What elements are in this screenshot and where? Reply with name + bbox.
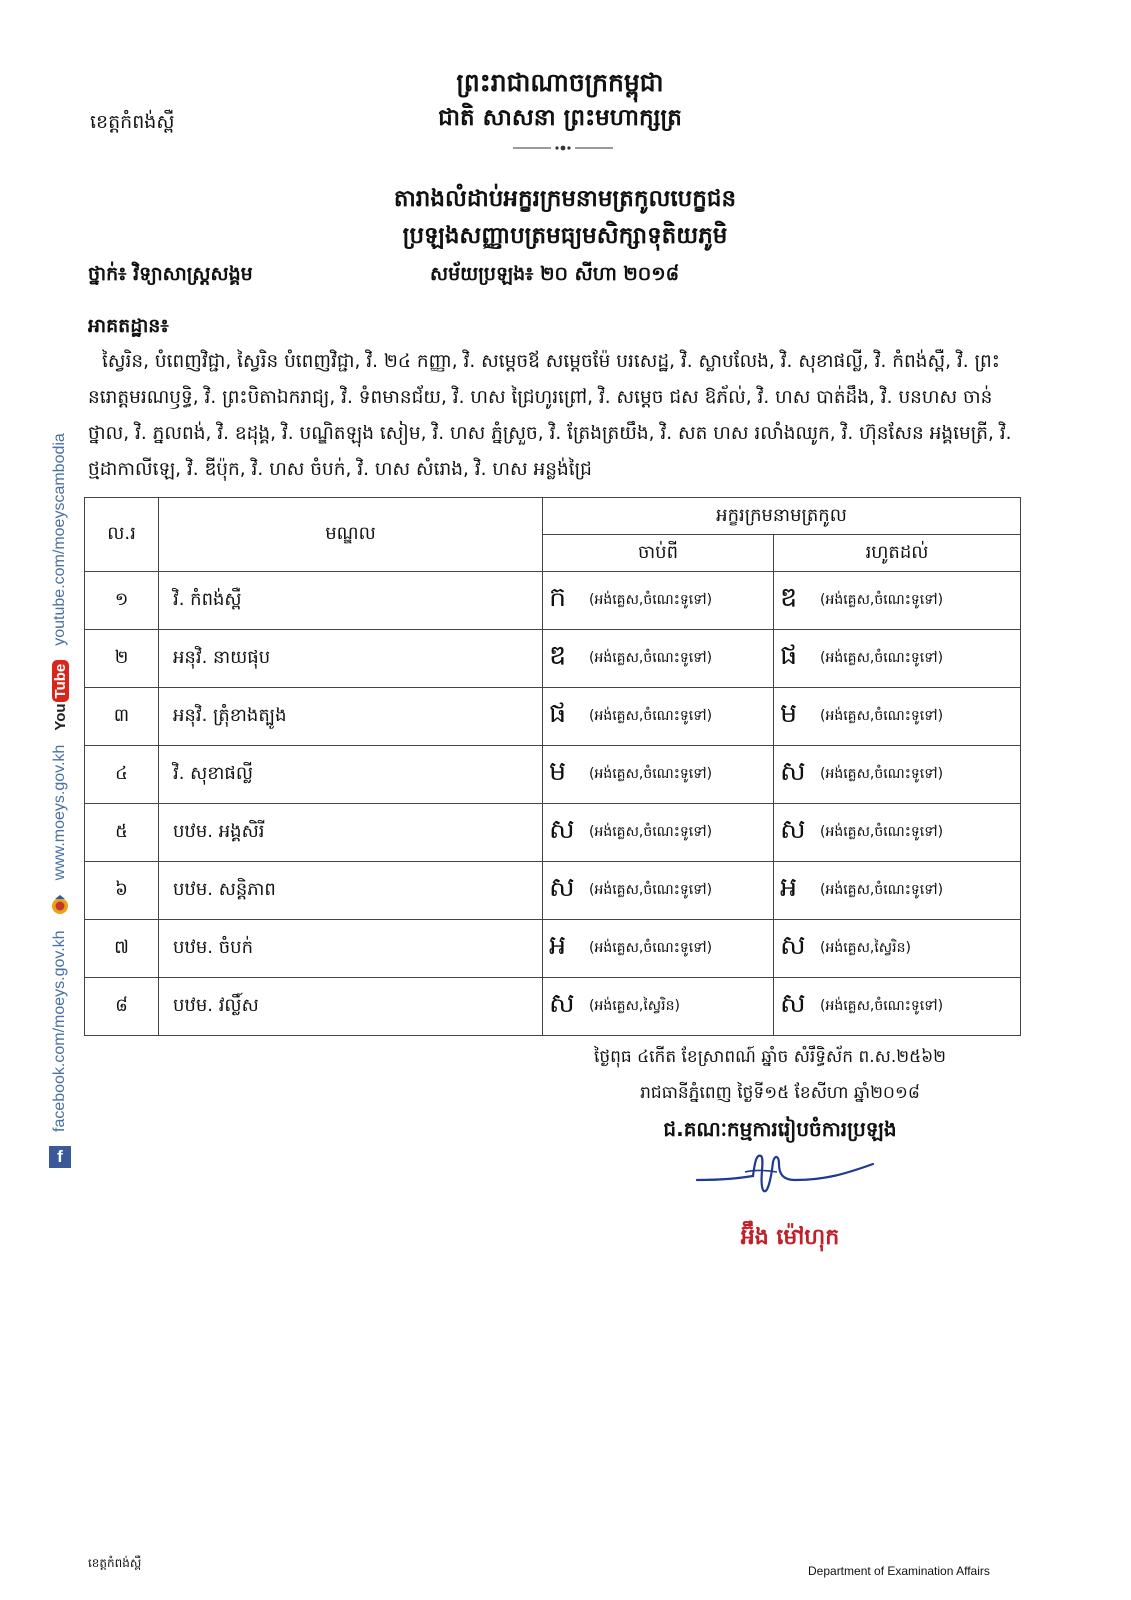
range-from-cell: [543, 746, 774, 804]
range-to-cell: [774, 572, 1021, 630]
exam-session-date: សម័យប្រឡង៖ ២០ សីហា ២០១៨: [430, 263, 680, 285]
header-to: រហូតដល់: [774, 535, 1021, 572]
from-note: (អង់គ្លេស,ស្វៃរិន): [589, 998, 680, 1014]
province-name: ខេត្តកំពង់ស្ពឺ: [90, 111, 175, 133]
facebook-link[interactable]: facebook.com/moeys.gov.kh: [51, 930, 68, 1132]
to-note: (អង់គ្លេស,ចំណេះទូទៅ): [820, 882, 944, 898]
row-number: ៥: [85, 804, 159, 862]
exam-center: បឋម. វល្លិ៍ស: [159, 978, 543, 1036]
document-subtitle: ប្រឡងសញ្ញាបត្រមធ្យមសិក្សាទុតិយភូមិ: [402, 223, 728, 249]
exam-center: អនុវិ. ត្រុំខាងត្បូង: [159, 688, 543, 746]
exam-center: វិ. សុខាផល្លី: [159, 746, 543, 804]
range-from-cell: [543, 862, 774, 920]
signature: [695, 1150, 875, 1200]
range-from-cell: [543, 978, 774, 1036]
row-number: ៤: [85, 746, 159, 804]
exam-center: បឋម. សន្តិភាព: [159, 862, 543, 920]
social-sidebar: [46, 168, 74, 1168]
signer-name: អ៊ឹង ម៉ៅហុក: [740, 1225, 840, 1250]
ornamental-divider: [513, 144, 613, 152]
exam-center: បឋម. អង្គសិរី: [159, 804, 543, 862]
place-and-date: រាជធានីភ្នំពេញ ថ្ងៃទី១៥ ខែសីហា ឆ្នាំ២០១៨: [640, 1083, 920, 1103]
table-row: [85, 688, 1021, 746]
to-note: (អង់គ្លេស,ចំណេះទូទៅ): [820, 824, 944, 840]
document-title: តារាងលំដាប់អក្ខរក្រមនាមត្រកូលបេក្ខជន: [393, 186, 737, 212]
header-no: ល.រ: [85, 498, 159, 572]
to-letter: ស: [780, 756, 806, 787]
range-to-cell: [774, 920, 1021, 978]
header-from: ចាប់ពី: [543, 535, 774, 572]
range-to-cell: [774, 804, 1021, 862]
range-from-cell: [543, 630, 774, 688]
range-to-cell: [774, 630, 1021, 688]
to-note: (អង់គ្លេស,ចំណេះទូទៅ): [820, 650, 944, 666]
from-note: (អង់គ្លេស,ចំណេះទូទៅ): [589, 650, 713, 666]
from-note: (អង់គ្លេស,ចំណេះទូទៅ): [589, 766, 713, 782]
exam-center: អនុវិ. នាយផុប: [159, 630, 543, 688]
header-range: អក្ខរក្រមនាមត្រកូល: [543, 498, 1021, 535]
facebook-icon[interactable]: f: [49, 1146, 71, 1168]
to-letter: អ: [780, 872, 798, 903]
to-note: (អង់គ្លេស,ចំណេះទូទៅ): [820, 998, 944, 1014]
to-note: (អង់គ្លេស,ស្វៃរិន): [820, 940, 911, 956]
from-letter: ឌ: [549, 640, 567, 671]
table-row: [85, 978, 1021, 1036]
range-to-cell: [774, 688, 1021, 746]
table-row: [85, 804, 1021, 862]
from-letter: ស: [549, 988, 575, 1019]
range-from-cell: [543, 572, 774, 630]
national-motto: ជាតិ សាសនា ព្រះមហាក្សត្រ: [438, 105, 682, 131]
youtube-tube: Tube: [52, 660, 69, 703]
range-to-cell: [774, 746, 1021, 804]
range-from-cell: [543, 920, 774, 978]
allocation-table: [84, 497, 1021, 1036]
to-letter: ផ: [780, 640, 798, 671]
footer-department: Department of Examination Affairs: [808, 1564, 990, 1578]
youtube-link[interactable]: youtube.com/moeyscambodia: [51, 433, 68, 646]
row-number: ១: [85, 572, 159, 630]
from-note: (អង់គ្លេស,ចំណេះទូទៅ): [589, 940, 713, 956]
class-label: ថ្នាក់៖ វិទ្យាសាស្ត្រសង្គម: [88, 263, 253, 285]
from-letter: ស: [549, 872, 575, 903]
table-row: [85, 572, 1021, 630]
kingdom-heading: ព្រះរាជាណាចក្រកម្ពុជា: [456, 68, 664, 97]
from-note: (អង់គ្លេស,ចំណេះទូទៅ): [589, 592, 713, 608]
row-number: ៧: [85, 920, 159, 978]
to-note: (អង់គ្លេស,ចំណេះទូទៅ): [820, 708, 944, 724]
from-letter: ស: [549, 814, 575, 845]
range-from-cell: [543, 688, 774, 746]
from-letter: ផ: [549, 698, 567, 729]
to-letter: ឌ: [780, 582, 798, 613]
to-letter: ស: [780, 988, 806, 1019]
ministry-crest-icon: [49, 894, 71, 916]
to-letter: ម: [780, 698, 798, 729]
footer-province: ខេត្តកំពង់ស្ពឺ: [88, 1556, 142, 1570]
exam-center: វិ. កំពង់ស្ពឺ: [159, 572, 543, 630]
table-row: [85, 630, 1021, 688]
from-note: (អង់គ្លេស,ចំណេះទូទៅ): [589, 882, 713, 898]
from-letter: ក: [549, 582, 567, 613]
to-note: (អង់គ្លេស,ចំណេះទូទៅ): [820, 592, 944, 608]
range-from-cell: [543, 804, 774, 862]
table-row: [85, 746, 1021, 804]
from-letter: ម: [549, 756, 567, 787]
from-note: (អង់គ្លេស,ចំណេះទូទៅ): [589, 708, 713, 724]
row-number: ២: [85, 630, 159, 688]
header-center: មណ្ឌល: [159, 498, 543, 572]
table-row: [85, 920, 1021, 978]
youtube-you: You: [51, 703, 69, 731]
row-number: ៨: [85, 978, 159, 1036]
to-letter: ស: [780, 930, 806, 961]
website-link[interactable]: www.moeys.gov.kh: [51, 744, 68, 881]
row-number: ៣: [85, 688, 159, 746]
venues-list: ស្វៃរិន, បំពេញវិជ្ជា, ស្វៃរិន បំពេញវិជ្ជា, វិ. ២៤ កញ្ញា, វិ. សម្តេចឪ សម្តេចម៉ែ បរសេដ្ឋ, វិ. ស្លាបលែង, វិ. សុខាផល្លី, វិ. កំពង់ស្ពឺ, វិ. ព្រះនរោត្តមរណឫទ្ធិ, វិ. ព្រះបិតាឯករាជ្យ, វិ. ទំពមានជ័យ, វិ. ហស ជ្រៃហូរព្រៅ, វិ. សម្តេច ជស ឱភ័ល់, វិ. ហស បាត់ដឹង, វិ. បនហស ចាន់ថ្នាល, វិ. ភ្នលពង់, វិ. ឧដុង្គ, វិ. បណ្ឌិតឡុង សៀម, វិ. ហស ភ្នំស្រួច, វិ. ត្រែងត្រយឹង, វិ. សត ហស រលាំងឈូក, វិ. ហ៊ុនសែន អង្គមេត្រី, វិ. ថ្មដាកាលីឡេ, វិ. ឌីប៉ុក, វិ. ហស ចំបក់, វិ. ហស សំរោង, វិ. ហស អន្លង់ជ្រៃ: [88, 351, 1012, 480]
table-row: [85, 862, 1021, 920]
to-letter: ស: [780, 814, 806, 845]
from-note: (អង់គ្លេស,ចំណេះទូទៅ): [589, 824, 713, 840]
from-letter: អ: [549, 930, 567, 961]
committee-title: ជ.គណៈកម្មការរៀបចំការប្រឡង: [663, 1117, 897, 1141]
row-number: ៦: [85, 862, 159, 920]
venues-label: អាគតដ្ឋាន៖: [88, 315, 169, 337]
exam-center: បឋម. ចំបក់: [159, 920, 543, 978]
range-to-cell: [774, 862, 1021, 920]
youtube-logo-icon[interactable]: [52, 660, 69, 731]
lunar-date: ថ្ងៃពុធ ៤កើត ខែស្រាពណ៍ ឆ្នាំច សំរឹទ្ធិស័ក ព.ស.២៥៦២: [593, 1047, 947, 1067]
range-to-cell: [774, 978, 1021, 1036]
to-note: (អង់គ្លេស,ចំណេះទូទៅ): [820, 766, 944, 782]
